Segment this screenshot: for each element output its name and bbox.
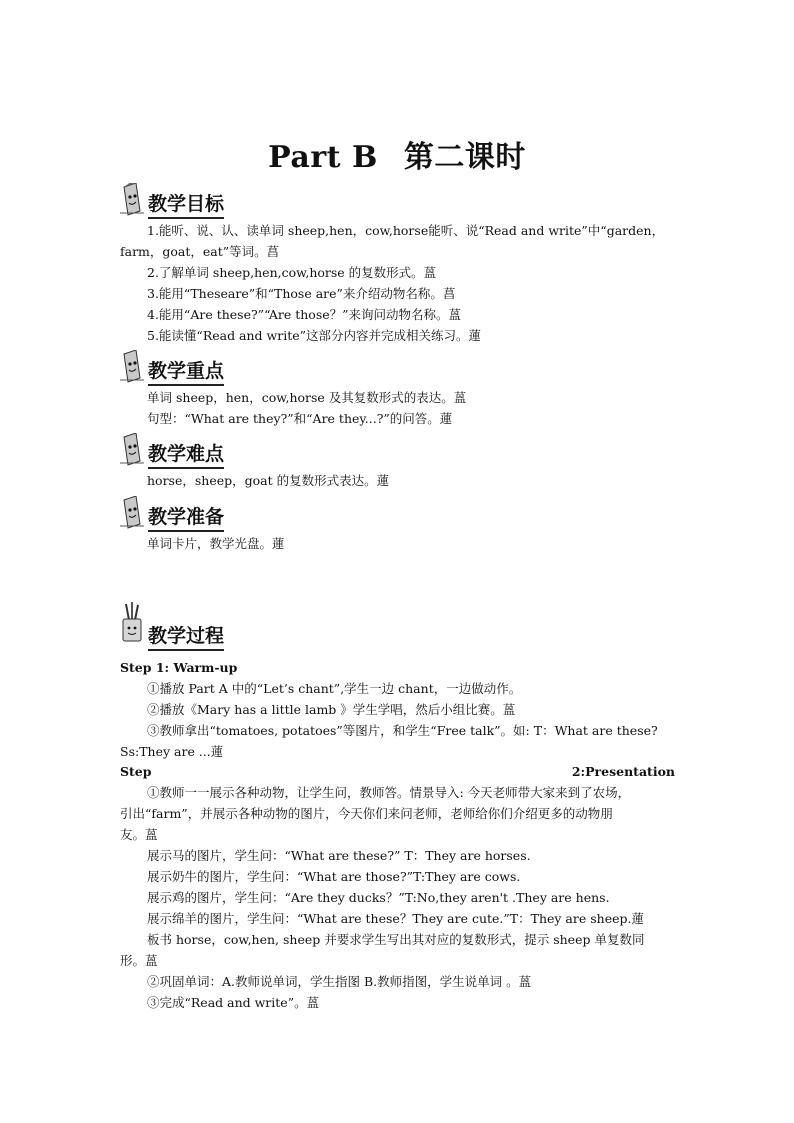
- goal-line-2: 2.了解单词 sheep,hen,cow,horse 的复数形式。蒕: [147, 265, 437, 280]
- step2-line-3: 友。蒕: [120, 827, 158, 842]
- process-heading: 教学过程: [148, 621, 224, 651]
- page-title: [0, 132, 794, 176]
- goal-line-3: 3.能用“Theseare”和“Those are”来介绍动物名称。菖: [147, 286, 456, 301]
- step2-line-4: 展示马的图片，学生问：“What are these?” T：They are horses.: [147, 848, 531, 863]
- goal-line-1: 1.能听、说、认、读单词 sheep,hen，cow,horse能听、说“Read and write”中“garden，: [147, 223, 665, 238]
- step1-line-3: ③教师拿出“tomatoes, potatoes”等图片，和学生“Free talk”。如: T：What are these?: [147, 723, 658, 738]
- step2-line-6: 展示鸡的图片，学生问：“Are they ducks？”T:No,they aren't .They are hens.: [147, 890, 610, 905]
- preparation-heading: 教学准备: [148, 502, 224, 532]
- pencil-mascot-icon: [118, 496, 146, 530]
- pencil-cup-icon: [118, 601, 146, 643]
- preparation-line-1: 单词卡片，教学光盘。蓮: [147, 536, 285, 551]
- step2-line-2: 引出“farm”，并展示各种动物的图片，今天你们来问老师，老师给你们介绍更多的动物朋: [120, 806, 613, 821]
- step1-title: Step 1: Warm-up: [120, 660, 238, 675]
- step2-title: [120, 764, 675, 779]
- pencil-mascot-icon: [118, 433, 146, 467]
- pencil-mascot-icon: [118, 183, 146, 217]
- difficulty-line-1: horse，sheep，goat 的复数形式表达。蓮: [147, 473, 390, 488]
- title-lesson: 第二课时: [403, 140, 526, 175]
- step2-line-8: 板书 horse，cow,hen, sheep 并要求学生写出其对应的复数形式，提示 sheep 单复数同: [147, 932, 645, 947]
- title-part: Part B: [268, 140, 378, 175]
- step1-line-2: ②播放《Mary has a little lamb 》学生学唱，然后小组比赛。蒕: [147, 702, 516, 717]
- step2-line-1: ①教师一一展示各种动物，让学生问，教师答。情景导入: 今天老师带大家来到了农场，: [147, 785, 631, 800]
- goal-line-1b: farm，goat，eat”等词。菖: [120, 244, 280, 259]
- step2-line-5: 展示奶牛的图片，学生问：“What are those?”T:They are cows.: [147, 869, 521, 884]
- goal-line-4: 4.能用“Are these?”“Are those？”来询问动物名称。蒕: [147, 307, 462, 322]
- key-points-heading: 教学重点: [148, 356, 224, 386]
- difficulties-heading: 教学难点: [148, 439, 224, 469]
- key-point-line-1: 单词 sheep，hen，cow,horse 及其复数形式的表达。蒕: [147, 390, 467, 405]
- step2-line-7: 展示绵羊的图片，学生问：“What are these？They are cute.”T：They are sheep.蓮: [147, 911, 644, 926]
- step1-line-1: ①播放 Part A 中的“Let’s chant”,学生一边 chant，一边做动作。: [147, 681, 522, 696]
- pencil-mascot-icon: [118, 350, 146, 384]
- step1-line-4: Ss:They are ...蓮: [120, 744, 224, 759]
- step2-line-10: ②巩固单词：A.教师说单词，学生指图 B.教师指图，学生说单词 。蒕: [147, 974, 532, 989]
- step2-line-9: 形。蒕: [120, 953, 158, 968]
- step2-title-right: 2:Presentation: [571, 764, 675, 779]
- key-point-line-2: 句型：“What are they?”和“Are they...?”的问答。蓮: [147, 411, 453, 426]
- step2-title-left: Step: [120, 764, 152, 779]
- goal-line-5: 5.能读懂“Read and write”这部分内容并完成相关练习。蓮: [147, 328, 482, 343]
- step2-line-11: ③完成“Read and write”。蒕: [147, 995, 320, 1010]
- goals-heading: 教学目标: [148, 189, 224, 219]
